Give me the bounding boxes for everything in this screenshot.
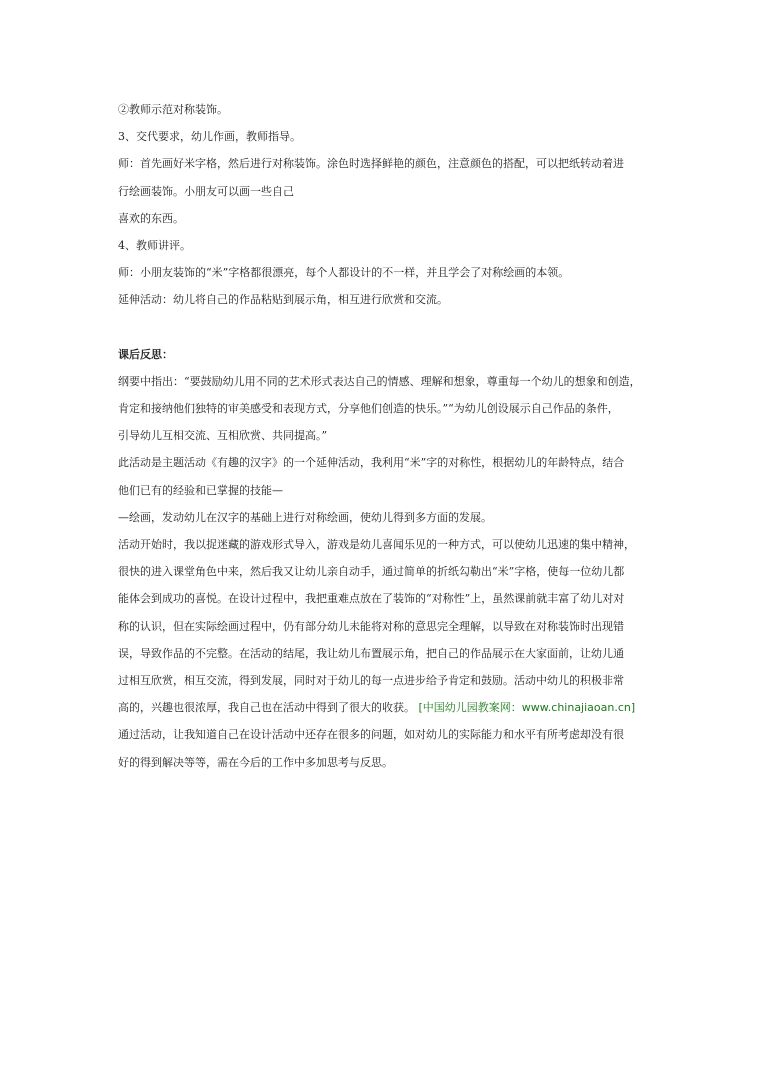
text-line: 喜欢的东西。	[118, 211, 184, 225]
text-line: 师：首先画好米字格，然后进行对称装饰。涂色时选择鲜艳的颜色，注意颜色的搭配，可以把纸转动着进	[118, 157, 624, 171]
text-line-with-link	[118, 694, 654, 721]
text-line: 能体会到成功的喜悦。在设计过程中，我把重难点放在了装饰的“对称性”上，虽然课前就丰富了幼儿对对	[118, 592, 625, 606]
text-line: 误，导致作品的不完整。在活动的结尾，我让幼儿布置展示角，把自己的作品展示在大家面前，让幼儿通	[118, 646, 624, 660]
text-line: 此活动是主题活动《有趣的汉字》的一个延伸活动，我利用“米”字的对称性，根据幼儿的年龄特点，结合	[118, 456, 625, 470]
paragraph-gap	[118, 314, 654, 341]
reflection-heading: 课后反思：	[118, 347, 173, 361]
text-line: 很快的进入课堂角色中来，然后我又让幼儿亲自动手，通过简单的折纸勾勒出“米”字格，使每一位幼儿都	[118, 565, 625, 579]
step-heading: 4、教师讲评。	[118, 239, 191, 253]
text-line: 通过活动，让我知道自己在设计活动中还存在很多的问题，如对幼儿的实际能力和水平有所考虑却没有很	[118, 728, 624, 742]
source-link[interactable]: [中国幼儿园教案网：www.chinajiaoan.cn]	[418, 701, 636, 715]
text-line: 行绘画装饰。小朋友可以画一些自己	[118, 184, 294, 198]
text-line: 好的得到解决等等，需在今后的工作中多加思考与反思。	[118, 755, 393, 769]
text-line: 称的认识，但在实际绘画过程中，仍有部分幼儿未能将对称的意思完全理解，以导致在对称装饰时出现错	[118, 619, 624, 633]
text-segment: 高的，兴趣也很浓厚，我自己也在活动中得到了很大的收获。	[118, 701, 415, 715]
text-line: 过相互欣赏，相互交流，得到发展，同时对于幼儿的每一点进步给予肯定和鼓励。活动中幼儿的积极非常	[118, 674, 624, 688]
text-line: 师：小朋友装饰的“米”字格都很漂亮，每个人都设计的不一样，并且学会了对称绘画的本领。	[118, 266, 570, 280]
text-line: 他们已有的经验和已掌握的技能—	[118, 483, 283, 497]
text-line: 纲要中指出：“要鼓励幼儿用不同的艺术形式表达自己的情感、理解和想象，尊重每一个幼儿的想象和创造，	[118, 374, 641, 388]
text-line: —绘画，发动幼儿在汉字的基础上进行对称绘画，使幼儿得到多方面的发展。	[118, 510, 492, 524]
text-line: 引导幼儿互相交流、互相欣赏、共同提高。”	[118, 429, 328, 443]
text-line: ②教师示范对称装饰。	[118, 103, 228, 116]
text-line: 活动开始时，我以捉迷藏的游戏形式导入，游戏是幼儿喜闻乐见的一种方式，可以使幼儿迅速的集中精神，	[118, 538, 635, 552]
text-line: 肯定和接纳他们独特的审美感受和表现方式，分享他们创造的快乐。”“为幼儿创设展示自己作品的条件，	[118, 402, 619, 416]
document-page	[118, 96, 654, 776]
step-heading: 3、交代要求，幼儿作画，教师指导。	[118, 130, 301, 144]
text-line: 延伸活动：幼儿将自己的作品粘贴到展示角，相互进行欣赏和交流。	[118, 293, 448, 307]
